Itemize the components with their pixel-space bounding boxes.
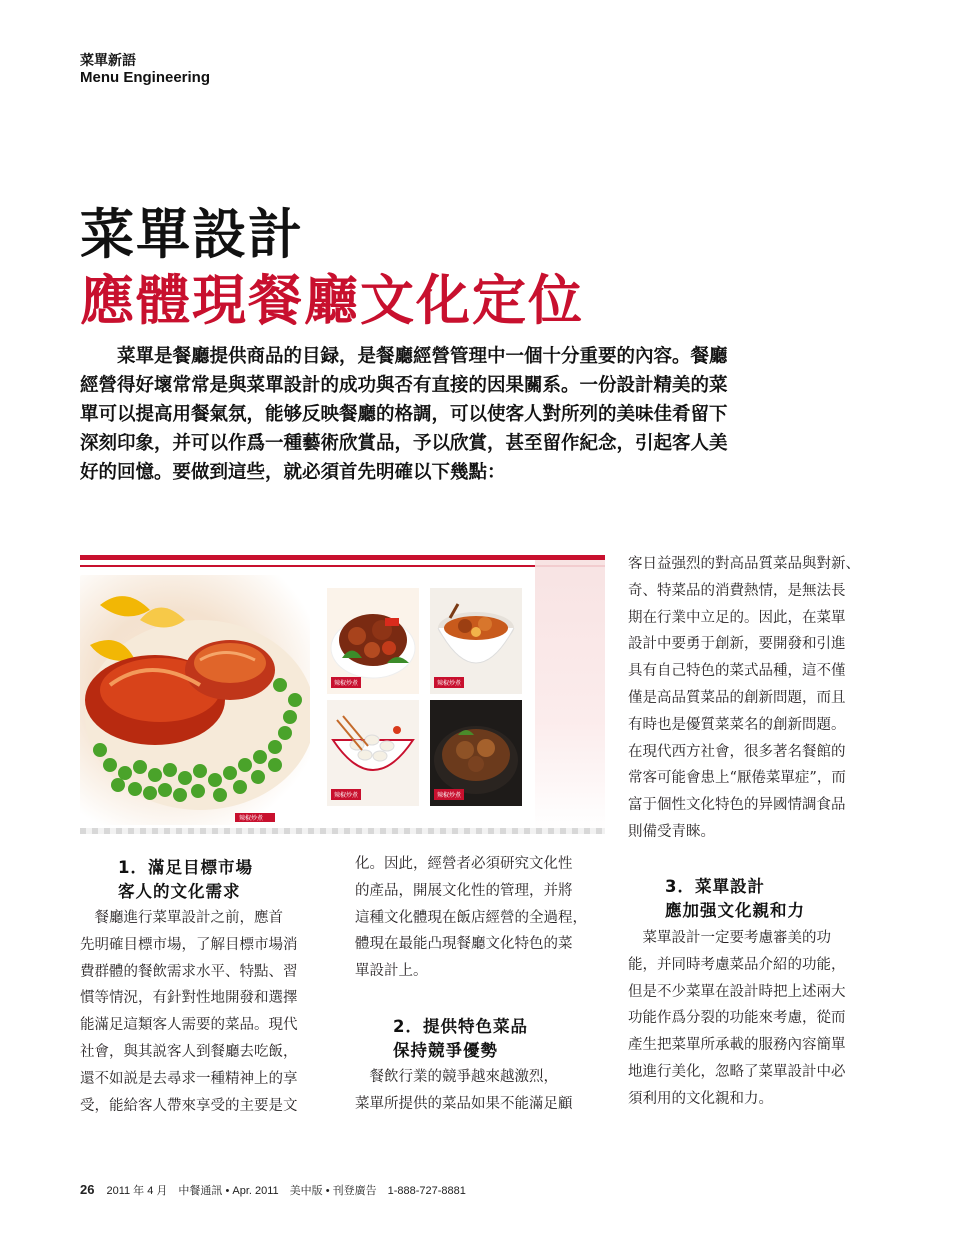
red-rule-thin [80, 565, 605, 567]
heading-line: 3．菜單設計 [665, 877, 765, 896]
lede-paragraph [80, 342, 820, 487]
photo-label: 辣椒炒煮 [434, 789, 464, 800]
section1-text [80, 905, 336, 1119]
page-footer [80, 1182, 466, 1198]
dish-thumbnail [327, 700, 419, 806]
column2-text [355, 851, 611, 985]
photo-label: 辣椒炒煮 [331, 677, 361, 688]
text-line: 餐飲行業的競爭越來越激烈， [355, 1069, 558, 1085]
text-line: 單設計上。 [355, 963, 428, 980]
text-line: 受，能給客人帶來享受的主要是文 [80, 1097, 298, 1114]
dish-thumbnail [430, 588, 522, 694]
section1-heading [118, 856, 253, 904]
text-line: 期在行業中立足的。因此，在菜單 [628, 609, 846, 626]
main-dish-photo [80, 575, 310, 825]
text-line: 具有自己特色的菜式品種，這不僅 [628, 663, 846, 680]
text-line: 社會，與其説客人到餐廳去吃飯， [80, 1043, 298, 1060]
decorative-strip [80, 828, 605, 834]
heading-line: 保持競爭優勢 [393, 1041, 498, 1060]
text-line: 餐廳進行菜單設計之前，應首 [80, 910, 283, 926]
text-line: 體現在最能凸現餐廳文化特色的菜 [355, 936, 573, 953]
section2-heading [393, 1015, 528, 1063]
lede-line: 好的回憶。要做到這些，就必須首先明確以下幾點： [80, 462, 506, 483]
text-line: 能，并同時考慮菜品介紹的功能， [628, 956, 846, 973]
text-line: 能滿足這類客人需要的菜品。現代 [80, 1017, 298, 1034]
heading-line: 2．提供特色菜品 [393, 1017, 528, 1036]
heading-line: 客人的文化需求 [118, 882, 241, 901]
lede-line: 深刻印象，并可以作爲一種藝術欣賞品，予以欣賞，甚至留作紀念，引起客人美 [80, 433, 728, 454]
photo-label: 辣椒炒煮 [434, 677, 464, 688]
text-line: 產生把菜單所承載的服務內容簡單 [628, 1037, 846, 1054]
dish-thumbnail [327, 588, 419, 694]
text-line: 在現代西方社會，很多著名餐館的 [628, 743, 846, 760]
photo-label: 辣椒炒煮 [331, 789, 361, 800]
text-line: 須利用的文化親和力。 [628, 1090, 773, 1107]
text-line: 有時也是優質菜菜名的創新問題。 [628, 716, 846, 733]
text-line: 則備受青睞。 [628, 823, 715, 840]
text-line: 菜單所提供的菜品如果不能滿足顧 [355, 1095, 573, 1112]
heading-line: 應加强文化親和力 [665, 901, 805, 920]
photo-label: 辣椒炒煮 [239, 815, 264, 822]
section3-text [628, 925, 884, 1113]
decorative-pattern [535, 560, 605, 830]
article-title: 菜單設計 [80, 202, 304, 266]
lede-line: 單可以提高用餐氣氛，能够反映餐廳的格調，可以使客人對所列的美味佳肴留下 [80, 404, 728, 425]
text-line: 客日益强烈的對高品質菜品與對新、 [628, 556, 860, 572]
section2-text [355, 1064, 611, 1118]
text-line: 菜單設計一定要考慮審美的功 [628, 930, 831, 946]
right-column-text [628, 551, 884, 846]
section-label-en: Menu Engineering [80, 69, 211, 86]
page-number: 26 [80, 1182, 95, 1197]
text-line: 費群體的餐飲需求水平、特點、習 [80, 963, 298, 980]
heading-line: 1．滿足目標市場 [118, 858, 253, 877]
section3-heading [665, 875, 805, 923]
text-line: 功能作爲分裂的功能來考慮，從而 [628, 1010, 846, 1027]
text-line: 常客可能會患上“厭倦菜單症”，而 [628, 770, 846, 787]
text-line: 但是不少菜單在設計時把上述兩大 [628, 983, 846, 1000]
text-line: 慣等情況，有針對性地開發和選擇 [80, 990, 298, 1007]
dish-thumbnail [430, 700, 522, 806]
lede-line: 菜單是餐廳提供商品的目録，是餐廳經營管理中一個十分重要的內容。餐廳 [80, 346, 728, 367]
text-line: 奇、特菜品的消費熱情，是無法長 [628, 582, 846, 599]
section-label-zh: 菜單新語 [80, 53, 136, 69]
text-line: 設計中要勇于創新，要開發和引進 [628, 636, 846, 653]
footer-text: 2011 年 4 月 中餐通訊 • Apr. 2011 美中版 • 刊登廣告 1-888-727-8881 [106, 1185, 466, 1197]
article-subtitle: 應體現餐廳文化定位 [80, 268, 584, 332]
text-line: 地進行美化，忽略了菜單設計中必 [628, 1063, 846, 1080]
text-line: 這種文化體現在飯店經營的全過程， [355, 909, 587, 926]
text-line: 先明確目標市場，了解目標市場消 [80, 936, 298, 953]
text-line: 還不如説是去尋求一種精神上的享 [80, 1070, 298, 1087]
red-rule-thick [80, 555, 605, 560]
text-line: 化。因此，經營者必須研究文化性 [355, 856, 573, 872]
lede-line: 經營得好壞常常是與菜單設計的成功與否有直接的因果關系。一份設計精美的菜 [80, 375, 728, 396]
text-line: 僅是高品質菜品的創新問題，而且 [628, 689, 846, 706]
text-line: 的產品，開展文化性的管理，并將 [355, 882, 573, 899]
text-line: 富于個性文化特色的异國情調食品 [628, 797, 846, 814]
